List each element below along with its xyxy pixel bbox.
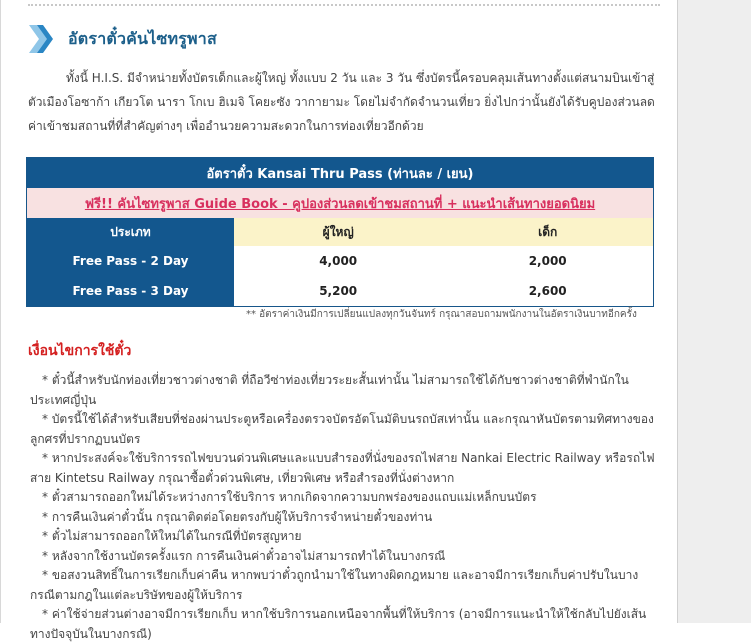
list-item: * ค่าใช้จ่ายส่วนต่างอาจมีการเรียกเก็บ หากใช้บริการนอกเหนือจากพื้นที่ให้บริการ (อาจมีการแนะนำให้ใช้กลับไปยังเส้นทางปัจจุบันในบางกรณี) bbox=[30, 607, 647, 641]
table-header-row bbox=[27, 218, 654, 246]
column-header-child: เด็ก bbox=[442, 218, 653, 246]
page-right-gutter bbox=[677, 0, 751, 623]
list-item: * ตั๋วนี้สำหรับนักท่องเที่ยวชาวต่างชาติ ที่ถือวีซ่าท่องเที่ยวระยะสั้นเท่านั้น ไม่สามารถใช้ได้กับชาวต่างชาติที่พำนักในประเทศญี่ปุ่น bbox=[30, 373, 629, 407]
table-title: อัตราตั๋ว Kansai Thru Pass (ท่านละ / เยน) bbox=[27, 158, 654, 189]
table-row bbox=[27, 246, 654, 276]
list-item: * ขอสงวนสิทธิ์ในการเรียกเก็บค่าคืน หากพบว่าตั๋วถูกนำมาใช้ในทางผิดกฎหมาย และอาจมีการเรียกเก็บค่าปรับในบางกรณีตามกฎในแต่ละบริษัทของผู้ให้บริการ bbox=[30, 568, 639, 602]
conditions-title: เงื่อนไขการใช้ตั๋ว bbox=[28, 343, 132, 359]
table-title-row bbox=[27, 158, 654, 189]
list-item: * บัตรนี้ใช้ได้สำหรับเสียบที่ช่องผ่านประตูหรือเครื่องตรวจบัตรอัตโนมัติบนรถบัสเท่านั้น และกรุณาหันบัตรตามทิศทางของลูกศรที่ปรากฏบนบัตร bbox=[30, 412, 654, 446]
dotted-divider bbox=[28, 4, 660, 6]
price-child-2day: 2,000 bbox=[442, 246, 653, 276]
promo-row bbox=[27, 188, 654, 218]
table-row bbox=[27, 276, 654, 307]
list-item: * การคืนเงินค่าตั๋วนั้น กรุณาติดต่อโดยตรงกับผู้ให้บริการจำหน่ายตั๋วของท่าน bbox=[42, 509, 433, 524]
section-heading bbox=[28, 24, 217, 54]
price-adult-2day: 4,000 bbox=[234, 246, 442, 276]
price-table bbox=[26, 157, 654, 307]
column-header-adult: ผู้ใหญ่ bbox=[234, 218, 442, 246]
price-adult-3day: 5,200 bbox=[234, 276, 442, 307]
list-item: * หลังจากใช้งานบัตรครั้งแรก การคืนเงินค่าตั๋วอาจไม่สามารถทำได้ในบางกรณี bbox=[42, 548, 446, 563]
page-left-border bbox=[0, 0, 1, 623]
pass-type-3day: Free Pass - 3 Day bbox=[27, 276, 235, 307]
guide-book-promo-link[interactable]: ฟรี!! คันไซทรูพาส Guide Book - คูปองส่วนลดเข้าชมสถานที่ + แนะนำเส้นทางยอดนิยม bbox=[84, 196, 596, 212]
list-item: * ตั๋วสามารถออกใหม่ได้ระหว่างการใช้บริการ หากเกิดจากความบกพร่องของแถบแม่เหล็กบนบัตร bbox=[42, 490, 537, 504]
list-item: * หากประสงค์จะใช้บริการรถไฟขบวนด่วนพิเศษและแบบสำรองที่นั่งของรถไฟสาย Nankai Electric Railway หรือรถไฟสาย Kintetsu Railway กรุณาซื้อตั๋วด่วนพิเศษ, เที่ยวพิเศษ หรือสำรองที่นั่งต่างหาก bbox=[30, 451, 655, 485]
intro-paragraph: ทั้งนี้ H.I.S. มีจำหน่ายทั้งบัตรเด็กและผู้ใหญ่ ทั้งแบบ 2 วัน และ 3 วัน ซึ่งบัตรนี้ครอบคลุมเส้นทางตั้งแต่สนามบินเข้าสู่ตัวเมืองโอซาก้า เกียวโต นารา โกเบ ฮิเมจิ โคยะซัง วากายามะ โดยไม่จำกัดจำนวนเที่ยว ยิ่งไปกว่านั้นยังได้รับคูปองส่วนลดค่าเข้าชมสถานที่ที่สำคัญต่างๆ เพื่ออำนวยความสะดวกในการท่องเที่ยวอีกด้วย bbox=[28, 71, 655, 133]
page-title: อัตราตั๋วคันไซทรูพาส bbox=[68, 28, 217, 48]
price-child-3day: 2,600 bbox=[442, 276, 653, 307]
list-item: * ตั๋วไม่สามารถออกให้ใหม่ได้ในกรณีที่บัตรสูญหาย bbox=[42, 529, 302, 543]
pass-type-2day: Free Pass - 2 Day bbox=[27, 246, 235, 276]
double-chevron-right-icon bbox=[28, 24, 54, 54]
conditions-list bbox=[30, 371, 658, 644]
exchange-rate-note: ** อัตราค่าเงินมีการเปลี่ยนแปลงทุกวันจันทร์ กรุณาสอบถามพนักงานในอัตราเงินบาทอีกครั้ง bbox=[246, 309, 637, 320]
column-header-type: ประเภท bbox=[27, 218, 235, 246]
